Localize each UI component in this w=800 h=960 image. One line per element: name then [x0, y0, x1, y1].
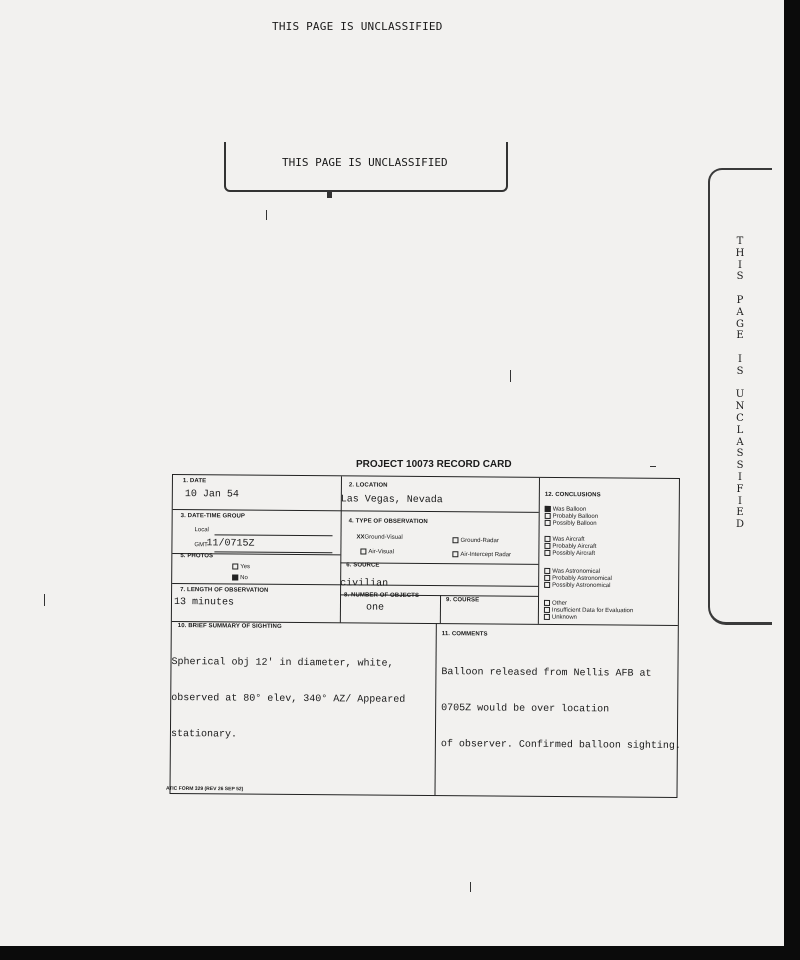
conclusion-unknown [544, 614, 577, 621]
number-objects-label: 8. NUMBER OF OBJECTS [344, 592, 420, 599]
summary-text [171, 633, 406, 767]
conclusion-text: Probably Balloon [552, 513, 599, 520]
conclusion-text: Possibly Balloon [552, 520, 597, 527]
top-classification-stamp: THIS PAGE IS UNCLASSIFIED [272, 20, 443, 33]
conclusion-other [544, 600, 567, 607]
air-intercept-text: Air-Intercept Radar [460, 551, 512, 559]
dtg-label: 3. DATE-TIME GROUP [180, 513, 246, 520]
conclusion-text: Was Balloon [552, 506, 587, 513]
record-card-title: PROJECT 10073 RECORD CARD [356, 459, 512, 470]
dtg-gmt-value: 11/0715Z [206, 538, 255, 550]
photos-yes-option [232, 563, 250, 570]
scan-speck [470, 882, 471, 892]
form-number: ATIC FORM 329 (REV 26 SEP 52) [165, 785, 244, 793]
summary-line-1: Spherical obj 12' in diameter, white, [171, 657, 394, 670]
photos-label: 5. PHOTOS [180, 553, 214, 560]
conclusion-text: Was Astronomical [552, 568, 601, 575]
dtg-gmt-label: GMT [194, 542, 208, 549]
photos-yes-text: Yes [240, 564, 251, 571]
scan-speck [650, 466, 656, 467]
type-observation-label: 4. TYPE OF OBSERVATION [348, 518, 428, 526]
conclusion-text: Possibly Astronomical [552, 582, 611, 590]
conclusion-text: Was Aircraft [552, 536, 585, 543]
conclusion-text: Possibly Aircraft [552, 550, 596, 557]
conclusion-was-balloon [545, 506, 587, 513]
comments-line-3: of observer. Confirmed balloon sighting. [440, 739, 681, 753]
air-intercept-option [452, 551, 511, 558]
ground-visual-mark: XX [356, 534, 365, 541]
photos-no-text: No [240, 575, 248, 582]
comments-line-1: Balloon released from Nellis AFB at [441, 667, 652, 680]
conclusion-text: Probably Aircraft [552, 543, 597, 550]
conclusion-probably-balloon [545, 513, 598, 520]
summary-line-2: observed at 80° elev, 340° AZ/ Appeared [171, 693, 406, 706]
scan-speck [510, 370, 511, 382]
conclusion-probably-aircraft [544, 543, 596, 550]
conclusion-was-aircraft [544, 536, 584, 543]
conclusions-label: 12. CONCLUSIONS [544, 491, 601, 499]
number-objects-value: one [365, 602, 385, 614]
conclusion-text: Insufficient Data for Evaluation [551, 607, 634, 615]
date-label: 1. DATE [182, 478, 207, 485]
conclusion-text: Probably Astronomical [552, 575, 612, 583]
conclusion-text: Other [551, 600, 568, 607]
record-card [169, 474, 679, 798]
summary-line-3: stationary. [170, 729, 238, 741]
scan-speck [327, 192, 332, 198]
comments-label: 11. COMMENTS [441, 631, 488, 638]
air-visual-text: Air-Visual [368, 549, 394, 556]
source-label: 6. SOURCE [346, 562, 380, 569]
location-label: 2. LOCATION [348, 482, 388, 489]
ground-radar-text: Ground-Radar [460, 537, 499, 545]
dtg-local-label: Local [194, 527, 209, 534]
course-label: 9. COURSE [445, 597, 480, 604]
ground-visual-option [356, 534, 402, 540]
comments-line-2: 0705Z would be over location [441, 703, 610, 716]
length-value: 13 minutes [173, 597, 235, 609]
conclusion-possibly-aircraft [544, 550, 595, 557]
location-value: Las Vegas, Nevada [340, 494, 443, 507]
date-value: 10 Jan 54 [184, 489, 239, 501]
scan-speck [266, 210, 267, 220]
scan-speck [44, 594, 45, 606]
boxed-stamp-text: THIS PAGE IS UNCLASSIFIED [282, 156, 448, 169]
comments-text [441, 643, 682, 777]
photos-no-option [232, 574, 248, 581]
air-visual-option [360, 548, 394, 555]
side-classification-stamp: T H I S P A G E I S U N C L A S S I F I E D [735, 236, 745, 531]
source-value: civilian [340, 578, 389, 590]
ground-visual-text: Ground-Visual [364, 534, 403, 541]
conclusion-possibly-balloon [545, 520, 597, 527]
summary-label: 10. BRIEF SUMMARY OF SIGHTING [177, 623, 282, 630]
conclusion-text: Unknown [551, 614, 577, 621]
conclusion-probably-astronomical [544, 575, 612, 582]
length-label: 7. LENGTH OF OBSERVATION [180, 587, 269, 594]
conclusion-was-astronomical [544, 568, 600, 575]
ground-radar-option [452, 537, 498, 544]
conclusion-possibly-astronomical [544, 582, 610, 589]
boxed-classification-stamp [224, 142, 508, 192]
